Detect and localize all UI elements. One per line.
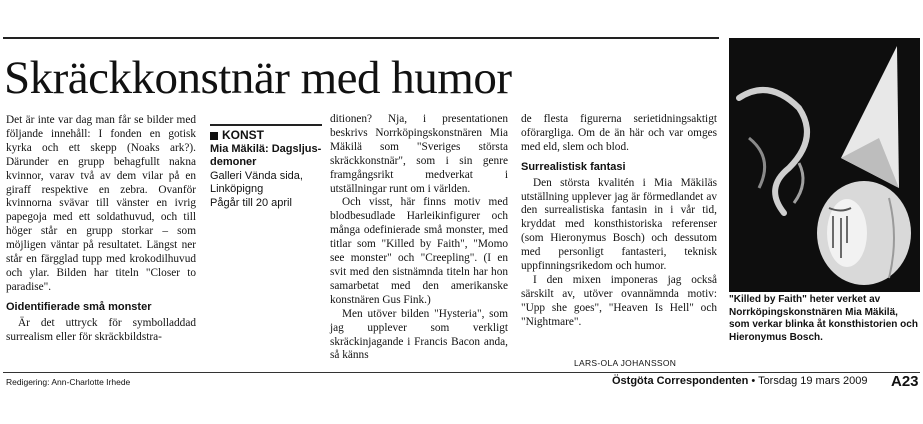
body-paragraph: de flesta figurerna serietidningsaktigt oförargliga. Om de än här och var omges med eld, slem och blod. [521, 113, 717, 153]
body-paragraph: I den mixen imponeras jag också särskilt av, utöver ovannämnda motiv: "Upp she goes", "Heaven Is Hell" och "Nightmare". [521, 273, 717, 328]
square-bullet-icon [210, 132, 218, 140]
publication-date: • Torsdag 19 mars 2009 [751, 375, 868, 387]
artwork-photo [729, 38, 920, 292]
body-paragraph: Men utöver bilden "Hysteria", som jag upplever som verkligt skräckinjagande i Francis Bacon anda, så känns [330, 307, 508, 362]
article-column-3 [330, 113, 508, 363]
body-paragraph: ditionen? Nja, i presentationen beskrivs Norrköpingskonstnären Mia Mäkilä som "Sveriges största skräckkonstnär", som i sin genre framgångsrikt medverkat i utställningar runt om i världen. [330, 113, 508, 195]
article-column-1 [6, 114, 196, 345]
exhibition-dates: Pågår till 20 april [210, 196, 292, 209]
kicker-label: KONST [222, 128, 264, 142]
headline: Skräckkonstnär med humor [4, 52, 512, 104]
section-kicker [210, 124, 322, 143]
subheading-monsters: Oidentifierade små monster [6, 300, 152, 313]
body-paragraph: Den största kvalitén i Mia Mäkiläs utställning upplever jag är förmedlandet av den surrealistiska fantasin in i vår tid, kryddat med konsthistoriska referenser (som Hieronymus Bosch) och dessutom med personligt fantasteri, teknisk uppfinningsrikedom och humor. [521, 176, 717, 273]
subheading-fantasy: Surrealistisk fantasi [521, 160, 626, 173]
exhibition-title: Mia Mäkilä: Dagsljus-demoner [210, 142, 322, 169]
footer-rule [3, 372, 920, 373]
body-paragraph: Är det uttryck för symbolladdad surrealism eller för skräckbildstra- [6, 316, 196, 343]
body-paragraph: Och visst, här finns motiv med blodbesudlade Harleikinfigurer och många odefinierade små monster, med titlar som "Killed by Faith", "Momo see monster" och "Creepling". (I en svit med den sistnämnda titeln har hon samarbetat med den amerikanske konstnären Gus Fink.) [330, 196, 508, 306]
photo-caption: "Killed by Faith" heter verket av Norrköpingskonstnären Mia Mäkilä, som verkar blinka åt konsthistorien och Hieronymus Bosch. [729, 294, 918, 343]
lead-paragraph: Det är inte var dag man får se bilder med följande innehåll: I fonden en gotisk kyrka och ett skepp (Noaks ark?). Därunder en grupp behagfullt nakna kvinnor, varav två av dem vilar på en giraff respektive en zebra. Ovanför kvinnorna svävar till vänster en ivrig papegoja med ett soldathuvud, och till höger står en grupp storkar – som möjligen väntar på resultatet. Längst ner står en färgglad tupp med krokodilhuvud och ylar. Bilden har titeln "Closer to paradise". [6, 114, 196, 293]
page-number: A23 [891, 373, 919, 390]
article-column-4 [521, 113, 717, 330]
artwork-image [729, 38, 920, 292]
exhibition-venue: Galleri Vända sida, Linköpigng [210, 169, 303, 196]
top-rule [3, 37, 719, 39]
editor-credit: Redigering: Ann-Charlotte Irhede [6, 377, 131, 387]
byline: LARS-OLA JOHANSSON [574, 358, 677, 368]
publication-line [612, 375, 868, 387]
publication-name: Östgöta Correspondenten [612, 375, 749, 387]
fact-box [210, 124, 322, 211]
